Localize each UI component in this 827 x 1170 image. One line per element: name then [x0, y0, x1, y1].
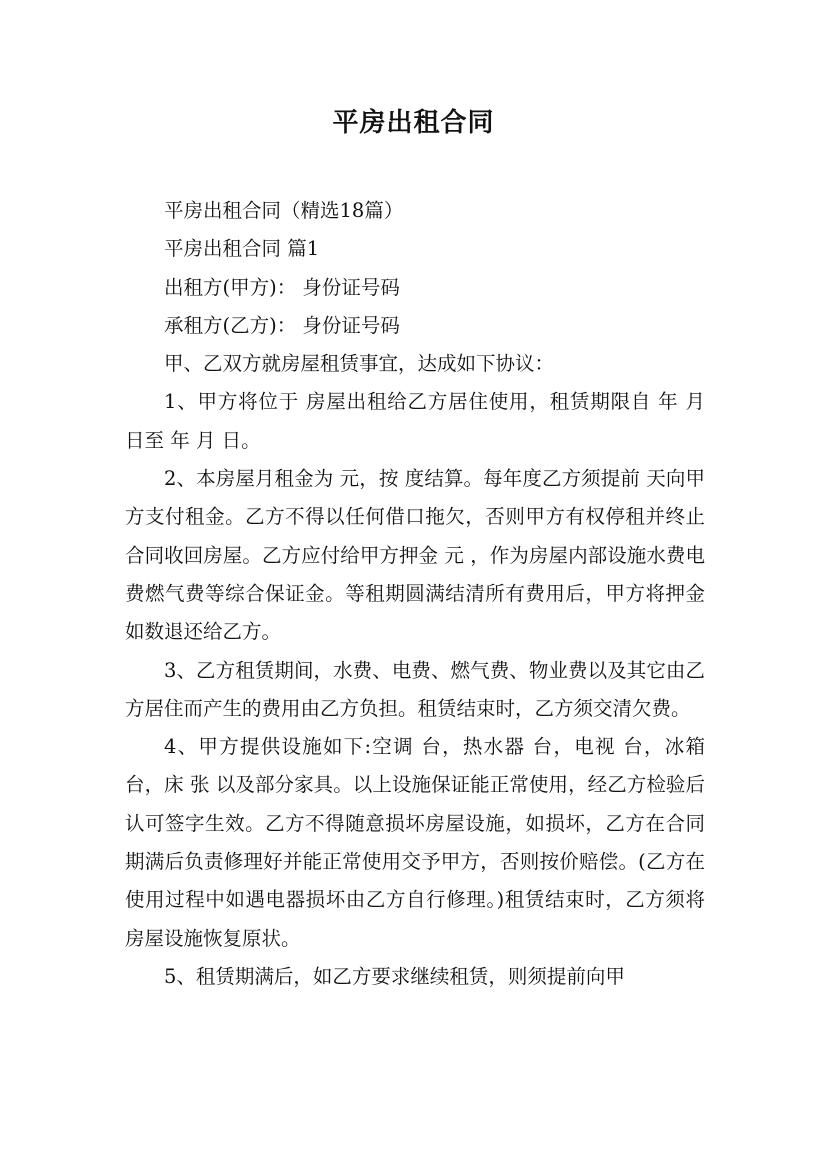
paragraph-clause-5: 5、租赁期满后，如乙方要求继续租赁，则须提前向甲 [164, 964, 625, 988]
paragraph-clause-1: 1、甲方将位于 房屋出租给乙方居住使用，租赁期限自 年 月 日至 年 月 日。 [125, 390, 705, 452]
document-title: 平房出租合同 [332, 108, 495, 138]
paragraph-section-heading: 平房出租合同 篇1 [164, 237, 320, 261]
document-body [125, 192, 705, 996]
paragraph-lessor: 出租方(甲方)： 身份证号码 [164, 275, 400, 299]
paragraph-clause-3: 3、乙方租赁期间，水费、电费、燃气费、物业费以及其它由乙方居住而产生的费用由乙方负担。租赁结束时，乙方须交清欠费。 [125, 658, 705, 720]
paragraph-subtitle: 平房出租合同（精选18篇） [164, 199, 404, 222]
paragraph-lessee: 承租方(乙方)： 身份证号码 [164, 313, 400, 337]
paragraph-clause-4: 4、甲方提供设施如下:空调 台，热水器 台，电视 台，冰箱 台，床 张 以及部分家具。以上设施保证能正常使用，经乙方检验后认可签字生效。乙方不得随意损坏房屋设施，如损坏，乙方在合同期满后负责修理好并能正常使用交予甲方，否则按价赔偿。(乙方在使用过程中如遇电器损坏由乙方自行修理。)租赁结束时，乙方须将房屋设施恢复原状。 [125, 735, 705, 950]
paragraph-clause-2: 2、本房屋月租金为 元，按 度结算。每年度乙方须提前 天向甲方支付租金。乙方不得以任何借口拖欠，否则甲方有权停租并终止合同收回房屋。乙方应付给甲方押金 元 ，作为房屋内部设施水费电费燃气费等综合保证金。等租期圆满结清所有费用后，甲方将押金如数退还给乙方。 [125, 467, 705, 644]
paragraph-agreement-intro: 甲、乙双方就房屋租赁事宜，达成如下协议： [164, 352, 555, 376]
